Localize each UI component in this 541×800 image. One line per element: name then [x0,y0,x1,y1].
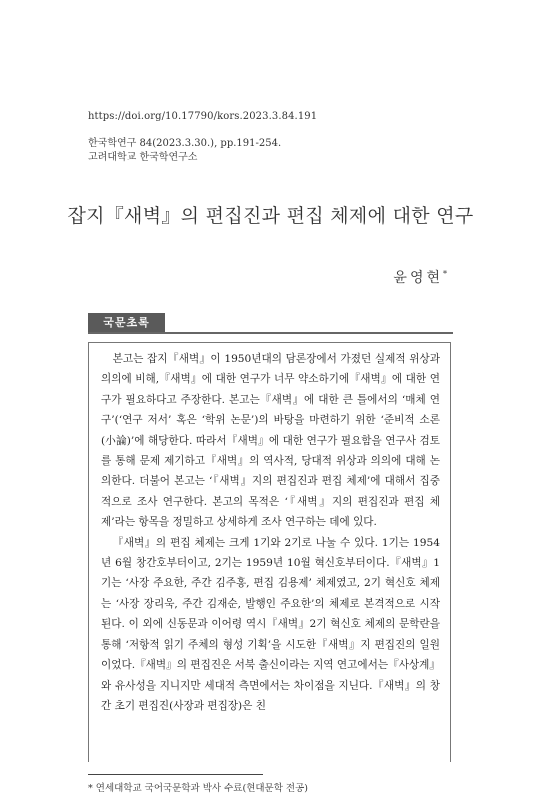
paper-title: 잡지『새벽』의 편집진과 편집 체제에 대한 연구 [67,205,474,227]
abstract-label: 국문초록 [88,313,165,333]
journal-publisher: 고려대학교 한국학연구소 [88,152,198,163]
author-footnote-mark[interactable]: * [443,269,447,279]
journal-info [88,137,281,165]
author-name: 윤영현 [393,270,443,286]
abstract-paragraph: 본고는 잡지『새벽』이 1950년대의 담론장에서 가졌던 실제적 위상과 의의에 비해,『새벽』에 대한 연구가 너무 약소하기에『새벽』에 대한 연구가 필요하다고 주장한다. 본고는『새벽』에 대한 큰 틀에서의 ‘매체 연구’(‘연구 저서’ 혹은 ‘학위 논문’)의 바탕을 마련하기 위한 ‘준비적 소론(小論)’에 해당한다. 따라서『새벽』에 대한 연구가 필요함을 연구사 검토를 통해 문제 제기하고『새벽』의 역사적, 당대적 위상과 의의에 대해 논의한다. 더불어 본고는 ‘『새벽』지의 편집진과 편집 체제’에 대해서 집중적으로 조사 연구한다. 본고의 목적은 ‘『새벽』지의 편집진과 편집 체제’라는 항목을 정밀하고 상세하게 조사 연구하는 데에 있다. [101,353,440,529]
footnote-rule [88,774,263,775]
journal-citation: 한국학연구 84(2023.3.30.), pp.191-254. [88,138,282,149]
doi-link[interactable]: https://doi.org/10.17790/kors.2023.3.84.191 [88,111,318,122]
abstract-text [89,343,450,716]
abstract-paragraph: 『새벽』의 편집 체제는 크게 1기와 2기로 나눌 수 있다. 1기는 1954년 6월 창간호부터이고, 2기는 1959년 10월 혁신호부터이다.『새벽』1기는 ‘사장 주요한, 주간 김주홍, 편집 김용제’ 체제였고, 2기 혁신호 체제는 ‘사장 장리욱, 주간 김재순, 발행인 주요한’의 체제로 본격적으로 시작된다. 이 외에 신동문과 이어령 역시『새벽』2기 혁신호 체제의 문학란을 통해 ‘저항적 읽기 주체의 형성 기획’을 시도한『새벽』지 편집진의 일원이었다.『새벽』의 편집진은 서북 출신이라는 지역 연고에서는『사상계』와 유사성을 지니지만 세대적 측면에서는 차이점을 지닌다.『새벽』의 창간 초기 편집진(사장과 편집장)은 친 [101,536,440,712]
footnote: * 연세대학교 국어국문학과 박사 수료(현대문학 전공) [88,783,308,794]
author-line [393,267,447,287]
abstract-header-rule [88,332,453,334]
abstract-box [88,342,451,762]
